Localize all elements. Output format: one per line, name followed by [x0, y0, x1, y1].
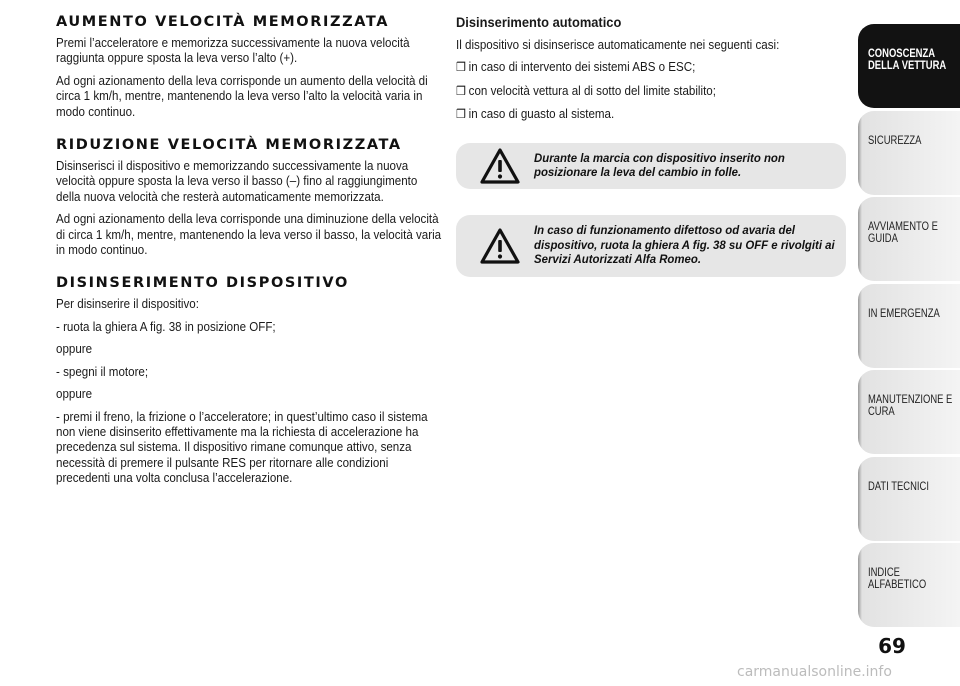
- checkbox-bullet-icon: ❒: [456, 60, 466, 75]
- paragraph: Disinserisci il dispositivo e memorizzando successivamente la nuova velocità oppure sposta la leva verso il basso (–) fino al raggiungimento della nuova velocità che resterà automaticamente memorizzata.: [56, 159, 418, 204]
- right-column: [456, 14, 848, 297]
- paragraph: oppure: [56, 342, 93, 357]
- warning-text: In caso di funzionamento difettoso od avaria del dispositivo, ruota la ghiera A fig. 38 su OFF e rivolgiti ai Servizi Autorizzati Alfa Romeo.: [534, 223, 835, 267]
- tab-label: INDICE ALFABETICO: [868, 567, 927, 591]
- checkbox-bullet-icon: ❒: [456, 83, 466, 98]
- list-item-text: con velocità vettura al di sotto del limite stabilito;: [468, 83, 716, 98]
- section-title-disinserimento: DISINSERIMENTO DISPOSITIVO: [56, 275, 349, 292]
- subheading-disinserimento-automatico: Disinserimento automatico: [456, 14, 622, 30]
- chapter-tabs: [858, 24, 960, 630]
- tab-dati-tecnici[interactable]: [858, 457, 960, 541]
- warning-box-folle: [456, 143, 846, 190]
- section-title-aumento: AUMENTO VELOCITÀ MEMORIZZATA: [56, 14, 390, 30]
- list-item: [456, 84, 842, 99]
- tab-label: CONOSCENZA DELLA VETTURA: [868, 48, 947, 72]
- tab-label: SICUREZZA: [868, 134, 922, 147]
- warning-text: Durante la marcia con dispositivo inserito non posizionare la leva del cambio in folle.: [534, 150, 785, 180]
- warning-triangle-icon: [480, 148, 520, 184]
- tab-sicurezza[interactable]: [858, 111, 960, 195]
- paragraph: - premi il freno, la frizione o l’acceleratore; in quest’ultimo caso il sistema non viene disinserito effettivamente ma la richiesta di accelerazione ha precedenza sul sistema. Il dispositivo rimane comunque attivo, senza necessità di premere il pulsante RES per ritornare alle condizioni precedenti una volta conclusa l’accelerazione.: [56, 409, 428, 486]
- tab-label: AVVIAMENTO E GUIDA: [868, 221, 938, 245]
- tab-avviamento-e-guida[interactable]: [858, 197, 960, 281]
- paragraph: - spegni il motore;: [56, 364, 149, 379]
- checkbox-bullet-icon: ❒: [456, 107, 466, 122]
- tab-in-emergenza[interactable]: [858, 284, 960, 368]
- list-item-text: in caso di intervento dei sistemi ABS o ESC;: [468, 60, 696, 75]
- paragraph: oppure: [56, 387, 93, 402]
- list-item-text: in caso di guasto al sistema.: [468, 107, 615, 122]
- tab-indice-alfabetico[interactable]: [858, 543, 960, 627]
- paragraph: - ruota la ghiera A fig. 38 in posizione OFF;: [56, 319, 276, 334]
- list-item: [456, 60, 842, 75]
- section-title-riduzione: RIDUZIONE VELOCITÀ MEMORIZZATA: [56, 137, 402, 154]
- tab-conoscenza-della-vettura[interactable]: [858, 24, 960, 108]
- tab-label: MANUTENZIONE E CURA: [868, 394, 953, 418]
- tab-label: DATI TECNICI: [868, 480, 929, 493]
- watermark: carmanualsonline.info: [737, 664, 892, 680]
- paragraph: Per disinserire il dispositivo:: [56, 297, 199, 312]
- left-column: [56, 14, 446, 494]
- paragraph: Ad ogni azionamento della leva corrisponde un aumento della velocità di circa 1 km/h, mentre, mantenendo la leva verso l’alto la velocità varia in modo continuo.: [56, 73, 428, 119]
- paragraph: Premi l’acceleratore e memorizza successivamente la nuova velocità raggiunta oppure sposta la leva verso l’alto (+).: [56, 36, 410, 66]
- warning-box-avaria: [456, 215, 846, 276]
- list-item: [456, 107, 842, 122]
- page-number: 69: [878, 634, 906, 658]
- tab-label: IN EMERGENZA: [868, 307, 940, 320]
- warning-triangle-icon: [480, 228, 520, 264]
- paragraph: Ad ogni azionamento della leva corrisponde una diminuzione della velocità di circa 1 km/h, mentre, mantenendo la leva verso il basso, la velocità varia in modo continuo.: [56, 212, 442, 258]
- paragraph: Il dispositivo si disinserisce automaticamente nei seguenti casi:: [456, 38, 780, 52]
- tab-manutenzione-e-cura[interactable]: [858, 370, 960, 454]
